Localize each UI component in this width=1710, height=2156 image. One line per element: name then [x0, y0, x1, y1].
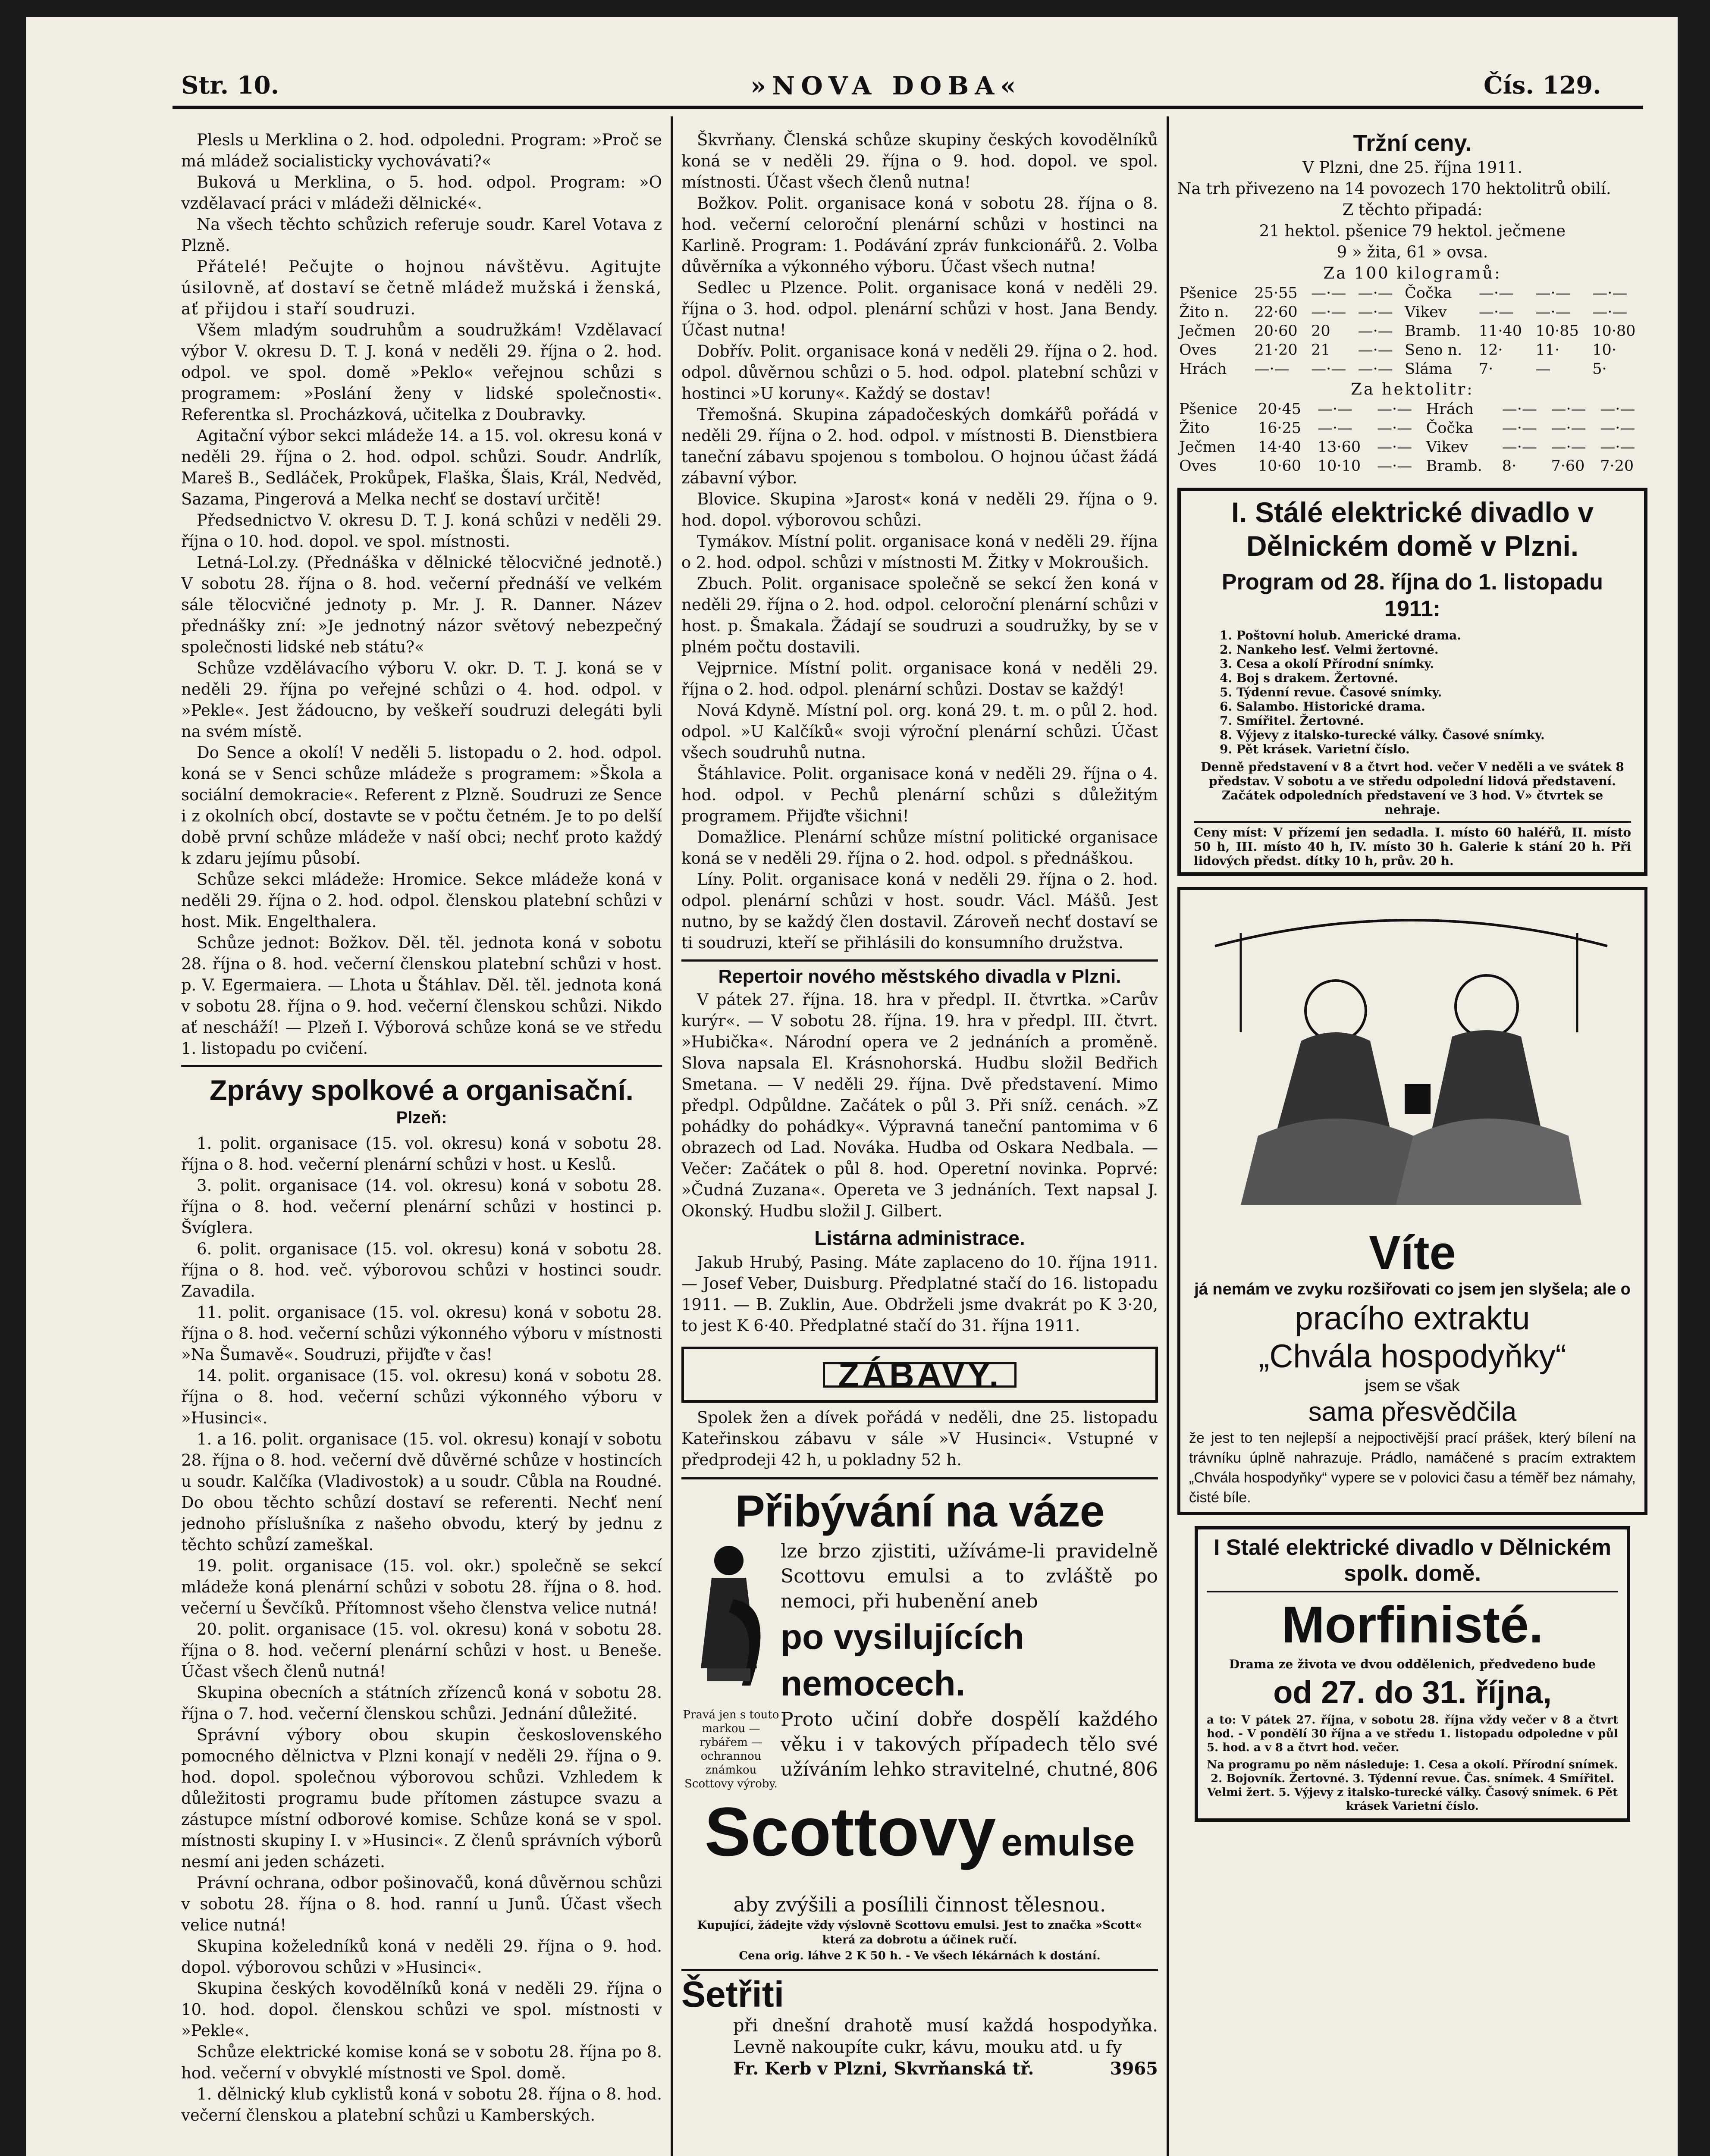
cinema-1-schedule: Denně představení v 8 a čtvrt hod. večer V neděli a ve svátek 8 představ. V sobotu a ve středu odpolední lidová představení. Začátek odpoledních představení ve 3 hod. V» čtvrtek se nehraje. [1201, 760, 1624, 817]
zabavy-banner [681, 1347, 1158, 1403]
section-heading: Zprávy spolkové a organisační. [209, 1074, 634, 1106]
price-cell: —·— [1358, 285, 1393, 302]
price-cell: 13·60 [1317, 439, 1361, 456]
price-cell: —·— [1535, 285, 1571, 302]
commodity-name: Pšenice [1179, 401, 1238, 418]
notice: Nová Kdyně. Místní pol. org. koná 29. t. m. o půl 2. hod. odpol. »U Kalčíků« svoji výroční plenární schůzi. Účast všech soudruhů nutna. [681, 701, 1158, 762]
scott-ad-body2: Proto učiní dobře dospělí každého věku i v takových případech tělo své užíváním lehko stravitelné, chutné, [781, 1708, 1158, 1780]
price-cell: —·— [1502, 420, 1537, 437]
cinema-1-title: I. Stálé elektrické divadlo v Dělnickém domě v Plzni. [1231, 496, 1594, 562]
column-divider-2 [1167, 116, 1169, 2156]
vite-product-2: „Chvála hospodyňky“ [1258, 1338, 1566, 1375]
price-cell: —·— [1600, 439, 1635, 456]
scott-ad-illness: po vysilujících nemocech. [781, 1617, 1025, 1703]
scott-ad-body: lze brzo zjistiti, užíváme-li pravidelně Scottovu emulsi a to zvláště po nemoci, při hubenění aneb [781, 1540, 1158, 1612]
price-table-kg [1177, 284, 1647, 379]
town-heading: Plzeň: [396, 1108, 447, 1127]
scott-emulsion-ad [681, 1477, 1158, 1965]
fisherman-trademark [681, 1539, 781, 1791]
notice: Do Sence a okolí! V neděli 5. listopadu o 2. hod. odpol. koná se v Senci schůze mládeže s programem: »Škola a sociální demokracie«. Referent z Plzně. Soudruzi ze Sence i z okolních obcí, dostavte se v počtu četném. Je to po delší době první schůze mládeže v naší obci; nechť proto každý k zdaru jejímu působí. [181, 743, 662, 868]
kerb-title: Šetřiti [681, 1974, 784, 2015]
per-100kg-label: Za 100 kilogramů: [1323, 264, 1502, 282]
per-hectolitre-label: Za hektolitr: [1351, 380, 1474, 398]
price-row [1177, 400, 1647, 419]
cinema-2-subtitle: Drama ze života ve dvou oddělenich, předvedeno bude [1229, 1657, 1596, 1671]
scott-brand: Scottovy [704, 1793, 996, 1870]
cinema-1-program-title: Program od 28. října do 1. listopadu 1911: [1221, 570, 1603, 621]
cinema-2-program: Na programu po něm následuje: 1. Cesa a okolí. Přírodní snímek. 2. Bojovník. Žertovné. 3. Týdenní revue. Čas. snímek. 4 Smířitel. Velmi žert. 5. Výjevy z italsko-turecké války. Časový snímek. 6 Pět krásek Varietní číslo. [1207, 1758, 1618, 1813]
price-table-hl [1177, 400, 1647, 476]
vite-heading: Víte [1369, 1226, 1456, 1279]
price-cell: —·— [1478, 285, 1514, 302]
price-cell: 7·60 [1551, 458, 1585, 475]
price-cell: —·— [1478, 304, 1514, 321]
notice: Zbuch. Polit. organisace společně se sekcí žen koná v neděli 29. října o 2. hod. odpol. celoroční plenární schůzi v host. p. Šmakala. Žádají se soudruzi a soudružky, by se v plném počtu dostavili. [681, 574, 1158, 656]
scott-brand-2: emulse [1001, 1821, 1135, 1864]
notice: Dobřív. Polit. organisace koná v neděli 29. října o 2. hod. odpol. důvěrnou schůzi o 5. hod. odpol. platební schůzi v hostinci »U koruny«. Každý se dostav! [681, 342, 1158, 403]
org-notice: Schůze elektrické komise koná se v sobotu 28. října po 8. hod. večerní v obvyklé místnosti ve Spol. domě. [181, 2043, 662, 2082]
market-breakdown-2: 9 » žita, 61 » ovsa. [1337, 243, 1488, 261]
price-row [1177, 419, 1647, 438]
org-notice: Skupina českých kovodělníků koná v neděli 29. října o 10. hod. dopol. členskou schůzi ve spol. místnosti v »Pekle«. [181, 1979, 662, 2040]
kerb-ad [681, 1969, 1158, 2080]
price-row [1177, 341, 1647, 360]
org-notice: 20. polit. organisace (15. vol. okresu) koná v sobotu 28. října o 8. hod. večerní plenární schůzi v host. u Beneše. Účast všech členů nutná! [181, 1620, 662, 1681]
cinema-1-ad [1177, 488, 1647, 876]
vite-intro: já nemám ve zvyku rozšiřovati co jsem jen slyšela; ale o [1194, 1280, 1631, 1298]
org-notice: 1. polit. organisace (15. vol. okresu) koná v sobotu 28. října o 8. hod. večerní plenární schůzi v host. u Keslů. [181, 1134, 662, 1174]
price-cell: 11·40 [1478, 323, 1522, 340]
price-cell: 8· [1502, 458, 1517, 475]
listarna-heading: Listárna administrace. [814, 1227, 1025, 1249]
org-notice: Právní ochrana, odbor pošinovačů, koná důvěrnou schůzi v sobotu 28. října o 8. hod. ranní u Junů. Účast všech velice nutná! [181, 1874, 662, 1934]
price-cell: 10· [1592, 342, 1616, 359]
program-item: 1. Poštovní holub. Americké drama. [1220, 628, 1461, 642]
commodity-name: Hrách [1179, 360, 1227, 378]
price-cell: —·— [1377, 439, 1412, 456]
header-rule [173, 106, 1643, 109]
commodity-name: Oves [1179, 458, 1217, 475]
notice: Domažlice. Plenární schůze místní politické organisace koná se v neděli 29. října o 2. hod. odpol. s přednáškou. [681, 828, 1158, 868]
price-row [1177, 303, 1647, 322]
price-cell: —·— [1254, 360, 1290, 378]
price-cell: —·— [1377, 401, 1412, 418]
commodity-name: Bramb. [1426, 458, 1482, 475]
notice: Na všech těchto schůzich referuje soudr. Karel Votava z Plzně. [181, 215, 662, 255]
masthead-title: »NOVA DOBA« [750, 71, 1022, 100]
price-row [1177, 322, 1647, 341]
price-cell: 20·45 [1258, 401, 1302, 418]
price-cell: —·— [1535, 304, 1571, 321]
price-cell: — [1535, 360, 1551, 378]
cinema-2-dates: od 27. do 31. října, [1273, 1674, 1552, 1710]
listarna-text: Jakub Hrubý, Pasing. Máte zaplaceno do 10. října 1911. — Josef Veber, Duisburg. Předplatné stačí do 16. listopadu 1911. — B. Zuklin, Aue. Obdrželi jsme dvakrát po K 3·20, to jest K 6·40. Předplatné stačí do 31. října 1911. [681, 1253, 1158, 1335]
program-item: 4. Boj s drakem. Žertovné. [1220, 671, 1399, 685]
notice: Buková u Merklina, o 5. hod. odpol. Program: »O vzdělavací práci v mládeži dělnické«. [181, 173, 662, 213]
price-row [1177, 438, 1647, 457]
price-cell: —·— [1502, 439, 1537, 456]
two-women-illustration [1189, 894, 1633, 1222]
price-cell: 21 [1311, 342, 1330, 359]
fisherman-icon [681, 1539, 776, 1703]
market-date: V Plzni, dne 25. října 1911. [1302, 158, 1523, 177]
commodity-name: Ječmen [1179, 439, 1236, 456]
trademark-caption: Pravá jen s touto markou — rybářem — ochrannou známkou Scottovy výroby. [683, 1708, 779, 1790]
vite-convinced: sama přesvědčila [1308, 1397, 1517, 1427]
vite-product-1: pracího extraktu [1295, 1300, 1530, 1337]
notice: Schůze vzdělávacího výboru V. okr. D. T. J. koná se v neděli 29. října po veřejné schůzi o 4. hod. odpol. v »Pekle«. Jest žádoucno, by veškeří soudruzi delegáti byli na svém místě. [181, 659, 662, 741]
commodity-name: Žito [1179, 420, 1210, 437]
org-notice: 1. a 16. polit. organisace (15. vol. okresu) konají v sobotu 28. října o 8. hod. večerní dvě důvěrné schůze v hostincích u soudr. Kalčíka (Vladivostok) a u soudr. Cůbla na Roudné. Do obou těchto schůzí dostaví se referenti. Nechť není jednoho příslušníka z našeho obvodu, který by jednu z těchto schůzí zameškal. [181, 1430, 662, 1554]
price-cell: 11· [1535, 342, 1560, 359]
price-cell: 16·25 [1258, 420, 1302, 437]
price-cell: 10·60 [1258, 458, 1302, 475]
price-cell: —·— [1551, 401, 1586, 418]
price-cell: 10·80 [1592, 323, 1636, 340]
program-item: 3. Cesa a okolí Přírodní snímky. [1220, 657, 1434, 671]
commodity-name: Žito n. [1179, 304, 1229, 321]
commodity-name: Vikev [1426, 439, 1468, 456]
commodity-name: Bramb. [1405, 323, 1461, 340]
page-header [26, 17, 1678, 103]
price-cell: 7·20 [1600, 458, 1634, 475]
commodity-name: Oves [1179, 342, 1217, 359]
program-item: 7. Smířitel. Žertovné. [1220, 714, 1364, 728]
scott-ad-title: Přibývání na váze [735, 1486, 1104, 1536]
notice: Blovice. Skupina »Jarost« koná v neděli 29. října o 9. hod. dopol. výborovou schůzi. [681, 490, 1158, 530]
commodity-name: Ječmen [1179, 323, 1236, 340]
price-cell: —·— [1317, 420, 1353, 437]
notice: Sedlec u Plzence. Polit. organisace koná v neděli 29. října o 3. hod. odpol. plenární schůzi v host. Jana Bendy. Účast nutna! [681, 279, 1158, 339]
price-cell: 25·55 [1254, 285, 1298, 302]
page-number: Str. 10. [181, 71, 279, 100]
price-cell: —·— [1358, 304, 1393, 321]
kerb-body: při dnešní drahotě musí každá hospodyňka. Levně nakoupíte cukr, kávu, mouku atd. u fy [733, 2016, 1158, 2057]
price-cell: —·— [1502, 401, 1537, 418]
scott-price: Cena orig. láhve 2 K 50 h. - Ve všech lékárnách k dostání. [739, 1949, 1101, 1962]
org-notice: Skupina koželedníků koná v neděli 29. října o 9. hod. dopol. výborovou schůzi v »Husinci«. [181, 1937, 662, 1977]
vite-body: že jest to ten nejlepší a nejpoctivější prací prášek, který bílení na trávníku úplně nahrazuje. Prádlo, namáčené s pracím extraktem „Chvála hospodyňky“ vypere se v polovici času a téměř bez námahy, čisté bíle. [1189, 1430, 1636, 1506]
repertoire-heading: Repertoir nového městského divadla v Plzni. [718, 966, 1121, 987]
price-cell: —·— [1377, 420, 1412, 437]
column-divider-1 [671, 116, 673, 2156]
notice: Schůze jednot: Božkov. Děl. těl. jednota koná v sobotu 28. října o 8. hod. večerní členskou platební schůzi v host. p. V. Egermaiera. — Lhota u Štáhlav. Děl. těl. jednota koná v sobotu 28. října o 9. hod. večerní členskou schůzi. Nikdo ať nescháží! — Plzeň I. Výborová schůze koná se ve středu 1. listopadu po cvičení. [181, 934, 662, 1058]
price-cell: —·— [1358, 323, 1393, 340]
market-breakdown-label: Z těchto připadá: [1342, 201, 1483, 219]
commodity-name: Vikev [1405, 304, 1447, 321]
scott-tagline: aby zvýšili a posílili činnost tělesnou. [733, 1893, 1106, 1916]
notice: Tymákov. Místní polit. organisace koná v neděli 29. října o 2. hod. odpol. schůzi v místnosti M. Žitky v Mokroušich. [681, 532, 1158, 572]
price-row [1177, 284, 1647, 303]
spolek-notice: Spolek žen a dívek pořádá v neděli, dne 25. listopadu Kateřinskou zábavu v sále »V Husinci«. Vstupné v předprodeji 42 h, u pokladny 52 h. [681, 1408, 1158, 1469]
kerb-firm: Fr. Kerb v Plzni, Skvrňanská tř. [733, 2059, 1034, 2079]
notice: Vejprnice. Místní polit. organisace koná v neděli 29. října o 2. hod. odpol. plenární schůzi. Dostav se každý! [681, 659, 1158, 699]
commodity-name: Hrách [1426, 401, 1474, 418]
column-1 [181, 129, 662, 2156]
notice: Schůze sekci mládeže: Hromice. Sekce mládeže koná v neděli 29. října o 2. hod. odpol. členskou platební schůzi v host. Mik. Engelthalera. [181, 870, 662, 931]
cinema-2-title: I Stalé elektrické divadlo v Dělnickém spolk. domě. [1213, 1535, 1611, 1586]
program-item: 5. Týdenní revue. Časové snímky. [1220, 685, 1442, 699]
commodity-name: Sláma [1405, 360, 1453, 378]
org-notice: 14. polit. organisace (15. vol. okresu) koná v sobotu 28. října o 8. hod. večerní schůzi výkonného výboru v »Husinci«. [181, 1366, 662, 1427]
notice: Přátelé! Pečujte o hojnou návštěvu. Agitujte úsilovně, ať dostaví se četně mládež mužská i ženská, ať přijdou i staří soudruzi. [181, 257, 662, 318]
commodity-name: Pšenice [1179, 285, 1238, 302]
cinema-2-feature: Morfinisté. [1207, 1591, 1618, 1657]
vite-mid: jsem se však [1365, 1377, 1460, 1395]
org-notice: 19. polit. organisace (15. vol. okr.) společně se sekcí mládeže koná plenární schůzi v sobotu 28. října o 8. hod. večerní u Ševčíků. Přítomnost všeho členstva velice nutná! [181, 1557, 662, 1617]
price-cell: —·— [1377, 458, 1412, 475]
program-item: 9. Pět krásek. Varietní číslo. [1220, 742, 1410, 756]
price-cell: —·— [1311, 360, 1346, 378]
org-notice: 6. polit. organisace (15. vol. okresu) koná v sobotu 28. října o 8. hod. več. výborovou schůzi v hostinci soudr. Zavadila. [181, 1240, 662, 1300]
cinema-2-ad [1195, 1526, 1630, 1822]
price-cell: 10·10 [1317, 458, 1361, 475]
price-row [1177, 457, 1647, 476]
price-cell: 14·40 [1258, 439, 1302, 456]
price-cell: —·— [1551, 420, 1586, 437]
zabavy-title: ZÁBAVY. [823, 1362, 1016, 1388]
issue-number: Čís. 129. [1484, 71, 1601, 100]
notice: Všem mladým soudruhům a soudružkám! Vzdělavací výbor V. okresu D. T. J. koná v neděli 29. října o 2. hod. odpol. ve spol. domě »Peklo« veřejnou schůzi s programem: »Poslání ženy v lidské společnosti«. Referentka sl. Procházková, učitelka z Doubravky. [181, 321, 662, 424]
program-item: 2. Nankeho lesť. Velmi žertovné. [1220, 642, 1439, 657]
price-cell: 10·85 [1535, 323, 1579, 340]
commodity-name: Čočka [1426, 420, 1474, 437]
org-notice: Správní výbory obou skupin československého pomocného dělnictva v Plzni konají v neděli 29. října o 9. hod. dopol. společnou výborovou schůzi. Vzhledem k důležitosti programu bude přítomen zástupce svazu a zástupce místní odborové komise. Schůze koná se v spol. místnosti skupiny I. v »Husinci«. Z členů správních výborů nesmí ani jeden scházeti. [181, 1726, 662, 1871]
price-cell: —·— [1317, 401, 1353, 418]
org-notice: 3. polit. organisace (14. vol. okresu) koná v sobotu 28. října o 8. hod. večerní plenární schůzi v hostinci p. Švíglera. [181, 1176, 662, 1237]
notice: Plesls u Merklina o 2. hod. odpoledni. Program: »Proč se má mládež socialisticky vychovávati?« [181, 131, 662, 170]
commodity-name: Čočka [1405, 285, 1452, 302]
notice: Božkov. Polit. organisace koná v sobotu 28. října o 8. hod. večerní celoroční plenární schůzi v hostinci na Karlině. Program: 1. Podávání zpráv funkcionářů. 2. Volba důvěrníka a výkonného výboru. Účast všech nutna! [681, 194, 1158, 276]
cinema-2-schedule: a to: V pátek 27. října, v sobotu 28. října vždy večer v 8 a čtvrt hod. - V pondělí 30 října a ve středu 1. listopadu odpoledne v půl 5. hod. a v 8 a čtvrt hod. večer. [1207, 1714, 1618, 1754]
price-cell: —·— [1592, 285, 1628, 302]
price-cell: 21·20 [1254, 342, 1298, 359]
scott-fine-print: Kupující, žádejte vždy výslovně Scottovu emulsi. Jest to značka »Scott« která za dobrotu a účinek ručí. [697, 1919, 1142, 1946]
notice: Líny. Polit. organisace koná v neděli 29. října o 2. hod. odpol. plenární schůzi v host. soudr. Václ. Mášů. Jest nutno, by se každý člen dostavil. Zároveň nechť dostaví se ti soudruzi, kteří se přihlásili do konsumního družstva. [681, 870, 1158, 952]
newspaper-page [26, 17, 1678, 2156]
price-cell: —·— [1311, 304, 1346, 321]
kerb-code: 3965 [1110, 2059, 1158, 2079]
notice: Třemošná. Skupina západočeských domkářů pořádá v neděli 29. října o 2. hod. odpol. v místnosti B. Dienstbiera taneční zábavu spojenou s tombolou. O hojnou účast žádá zábavní výbor. [681, 405, 1158, 487]
price-cell: 22·60 [1254, 304, 1298, 321]
price-row [1177, 360, 1647, 379]
cinema-1-prices: Ceny míst: V přízemí jen sedadla. I. místo 60 haléřů, II. místo 50 h, III. místo 40 h, IV. místo 30 h. Galerie k stání 20 h. Při lidových předst. dítky 10 h, prův. 20 h. [1194, 821, 1631, 868]
price-cell: 20 [1311, 323, 1330, 340]
commodity-name: Seno n. [1405, 342, 1462, 359]
notice: Předsednictvo V. okresu D. T. J. koná schůzi v neděli 29. října o 10. hod. dopol. ve spol. místnosti. [181, 511, 662, 551]
notice: Štáhlavice. Polit. organisace koná v neděli 29. října o 4. hod. odpol. v Pechů plenární schůzi s důležitým programem. Přijďte všichni! [681, 765, 1158, 825]
price-cell: 5· [1592, 360, 1607, 378]
market-breakdown-1: 21 hektol. pšenice 79 hektol. ječmene [1259, 222, 1566, 240]
org-notice: 11. polit. organisace (15. vol. okresu) koná v sobotu 28. října o 8. hod. večerní schůzi výkonného výboru v místnosti »Na Šumavě«. Soudruzi, přijďte v čas! [181, 1303, 662, 1364]
cinema-1-program-list [1194, 628, 1631, 756]
price-cell: —·— [1600, 401, 1635, 418]
chvala-hospodynky-ad [1177, 887, 1647, 1515]
market-supply: Na trh přivezeno na 14 povozech 170 hektolitrů obilí. [1177, 179, 1611, 198]
program-item: 8. Výjevy z italsko-turecké války. Časové snímky. [1220, 728, 1545, 742]
price-cell: 7· [1478, 360, 1494, 378]
org-notice: 1. dělnický klub cyklistů koná v sobotu 28. října o 8. hod. večerní členskou a platební schůzi u Kamberských. [181, 2085, 662, 2125]
notice: Agitační výbor sekci mládeže 14. a 15. vol. okresu koná v neděli 29. října o 2. hod. odpol. schůzi. Soudr. Andrlík, Mareš B., Sedláček, Prokůpek, Flaška, Šlais, Král, Nedvěd, Sazama, Pingerová a Melka nechť se dostaví určitě! [181, 426, 662, 508]
price-cell: 20·60 [1254, 323, 1298, 340]
price-cell: 12· [1478, 342, 1503, 359]
program-item: 6. Salambo. Historické drama. [1220, 699, 1425, 714]
repertoire-text: V pátek 27. října. 18. hra v předpl. II. čtvrtka. »Carův kurýr«. — V sobotu 28. října. 19. hra v předpl. III. čtvrt. »Hubička«. Národní opera ve 2 jednáních a proměně. Slova napsala El. Krásnohorská. Hudbu složil Bedřich Smetana. — V neděli 29. října. Dvě představení. Mimo předpl. Odpůldne. Začátek o půl 3. Při sníž. cenách. »Z pohádky do pohádky«. Výpravná taneční pantomima v 6 obrazech od Lad. Nováka. Hudba od Oskara Nedbala. — Večer: Začátek o půl 8. hod. Operetní novinka. Poprvé: »Čudná Zuzana«. Opereta ve 3 jednáních. Text napsal J. Okonský. Hudbu složil J. Gilbert. [681, 990, 1158, 1220]
price-cell: —·— [1592, 304, 1628, 321]
column-3 [1177, 129, 1647, 2156]
price-cell: —·— [1311, 285, 1346, 302]
scott-ad-code: 806 [1122, 1758, 1158, 1780]
org-notice: Skupina obecních a státních zřízenců koná v sobotu 28. října o 7. hod. večerní členskou schůzi. Jednání důležité. [181, 1683, 662, 1723]
notice: Škvrňany. Členská schůze skupiny českých kovodělníků koná se v neděli 29. října o 9. hod. dopol. ve spol. místnosti. Účast všech členů nutna! [681, 131, 1158, 191]
price-cell: —·— [1358, 360, 1393, 378]
market-heading: Tržní ceny. [1353, 130, 1472, 156]
price-cell: —·— [1551, 439, 1586, 456]
price-cell: —·— [1600, 420, 1635, 437]
notice: Letná-Lol.zy. (Přednáška v dělnické tělocvičné jednotě.) V sobotu 28. října o 8. hod. večerní přednáší ve velkém sále tělocvičné jednoty p. Mr. J. R. Danner. Název přednášky zní: »Je jednotný názor světový nebezpečný společnosti lidské neb státu?« [181, 553, 662, 656]
column-2 [681, 129, 1158, 2156]
price-cell: —·— [1358, 342, 1393, 359]
